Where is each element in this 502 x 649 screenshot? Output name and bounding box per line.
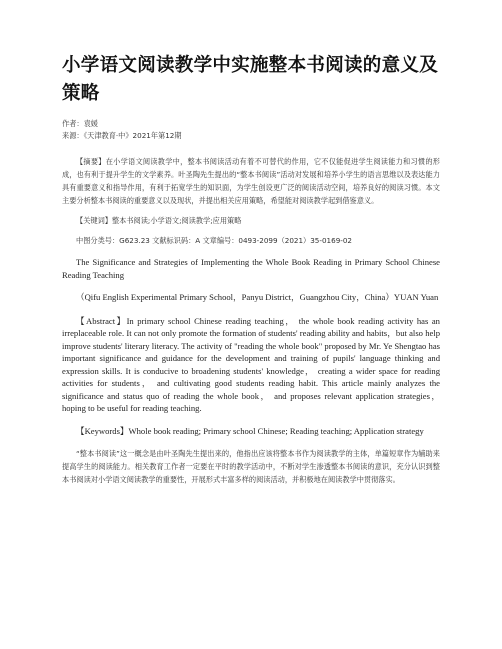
keywords-en-text: Whole book reading; Primary school Chinese; Reading teaching; Application strategy xyxy=(128,425,424,436)
keywords-cn-label: 【关键词】 xyxy=(76,216,112,225)
source-line: 来源：《天津教育·中》2021年第12期 xyxy=(62,131,182,140)
abstract-en-label: 【Abstract】 xyxy=(76,315,127,326)
abstract-cn xyxy=(62,155,440,207)
abstract-en-text: In primary school Chinese reading teaching， the whole book reading activity has an irreplaceable role. It can not only promote the formation of students' reading ability and habits，but also help improve students' literary literacy. The activity of "reading the whole book" proposed by Mr. Ye Shengtao has important significance and guidance for the development and training of pupils' language thinking and expression skills. It is conducive to broadening students' knowledge， creating a wider space for reading activities for students， and cultivating good students reading habit. This article mainly analyzes the significance and status quo of reading the whole book， and proposes relevant application strategies， hoping to be useful for reading teaching. xyxy=(62,315,440,413)
english-title: The Significance and Strategies of Implementing the Whole Book Reading in Primary School Chinese Reading Teaching xyxy=(62,257,440,280)
author-line: 作者：袁媛 xyxy=(62,119,98,128)
article-title: 小学语文阅读教学中实施整本书阅读的意义及策略 xyxy=(62,55,439,104)
keywords-cn xyxy=(62,215,440,227)
keywords-en xyxy=(62,425,440,438)
classification-line: 中图分类号：G623.23 文献标识码：A 文章编号：0493-2099（2021）35-0169-02 xyxy=(76,236,353,245)
keywords-en-label: 【Keywords】 xyxy=(76,425,129,436)
english-affiliation: （Qifu English Experimental Primary School，Panyu District，Guangzhou City，China）YUAN Yuan xyxy=(76,292,439,302)
abstract-cn-text: 在小学语文阅读教学中，整本书阅读活动有着不可替代的作用，它不仅能促进学生阅读能力和习惯的形成，也有利于提升学生的文学素养。叶圣陶先生提出的“整本书阅读”活动对发展和培养小学生的语言思维以及表达能力具有重要意义和指导作用，有利于拓宽学生的知识面，为学生创设更广泛的阅读活动空间，培养良好的阅读习惯。本文主要分析整本书阅读的重要意义以及现状，并提出相关应用策略，希望能对阅读教学起到借鉴意义。 xyxy=(62,157,440,205)
abstract-cn-label: 【摘要】 xyxy=(76,157,106,166)
keywords-cn-text: 整本书阅读;小学语文;阅读教学;应用策略 xyxy=(111,216,242,225)
body-paragraph: “整本书阅读”这一概念是由叶圣陶先生提出来的，他指出应该将整本书作为阅读教学的主体，单篇短章作为辅助来提高学生的阅读能力。相关教育工作者一定要在平时的教学活动中，不断对学生渗透整本书阅读的意识，充分认识到整本书阅读对小学语文阅读教学的重要性，开展形式丰富多样的阅读活动，并积极地在阅读教学中贯彻落实。 xyxy=(62,449,440,484)
abstract-en xyxy=(62,315,440,415)
